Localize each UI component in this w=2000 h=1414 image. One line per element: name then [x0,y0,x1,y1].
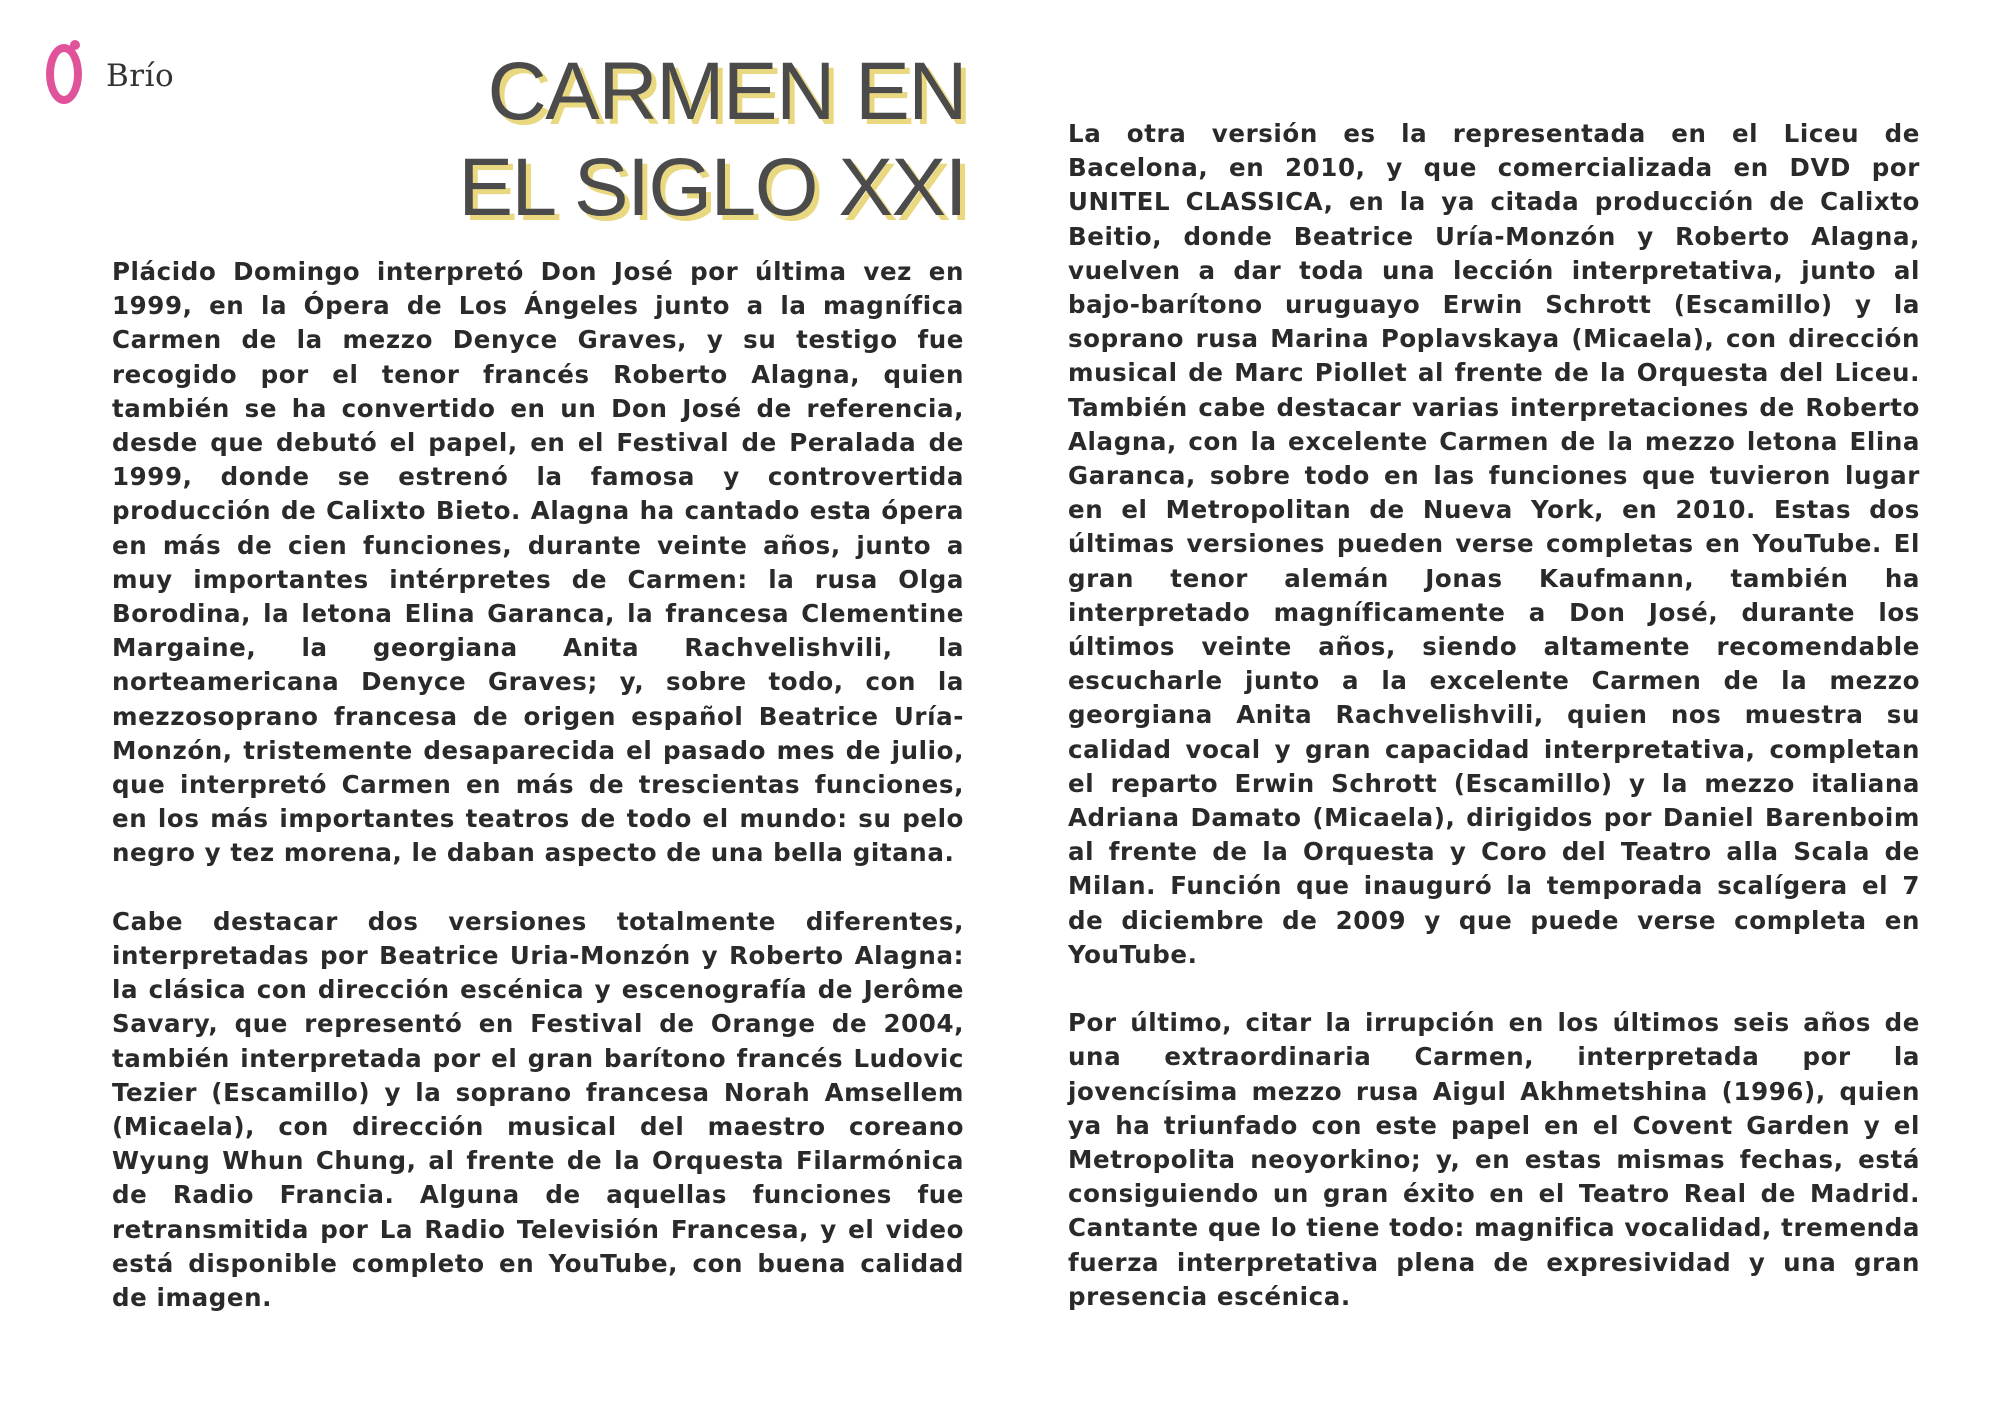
title-line-1: CARMEN EN [487,46,966,137]
brio-logo [44,38,194,118]
title-line-2: EL SIGLO XXI [458,142,966,233]
logo-text: Brío [106,58,175,94]
right-column [1068,117,1920,1348]
logo-o-mark [46,44,82,104]
logo-dot [70,40,80,50]
article-title [458,44,966,236]
paragraph: Plácido Domingo interpretó Don José por última vez en 1999, en la Ópera de Los Ángeles junto a la magnífica Carmen de la mezzo Denyce Graves, y su testigo fue recogido por el tenor francés Roberto Alagna, quien también se ha convertido en un Don José de referencia, desde que debutó el papel, en el Festival de Peralada de 1999, donde se estrenó la famosa y controvertida producción de Calixto Bieto. Alagna ha cantado esta ópera en más de cien funciones, durante veinte años, junto a muy importantes intérpretes de Carmen: la rusa Olga Borodina, la letona Elina Garanca, la francesa Clementine Margaine, la georgiana Anita Rachvelishvili, la norteamericana Denyce Graves; y, sobre todo, con la mezzosoprano francesa de origen español Beatrice Uría-Monzón, tristemente desaparecida el pasado mes de julio, que interpretó Carmen en más de trescientas funciones, en los más importantes teatros de todo el mundo: su pelo negro y tez morena, le daban aspecto de una bella gitana. [112,257,964,868]
paragraph: Por último, citar la irrupción en los últimos seis años de una extraordinaria Carmen, interpretada por la jovencísima mezzo rusa Aigul Akhmetshina (1996), quien ya ha triunfado con este papel en el Covent Garden y el Metropolita neoyorkino; y, en estas mismas fechas, está consiguiendo un gran éxito en el Teatro Real de Madrid. Cantante que lo tiene todo: magnifica vocalidad, tremenda fuerza interpretativa plena de expresividad y una gran presencia escénica. [1068,1008,1920,1311]
paragraph: Cabe destacar dos versiones totalmente diferentes, interpretadas por Beatrice Uria-Monzón y Roberto Alagna: la clásica con dirección escénica y escenografía de Jerôme Savary, que representó en Festival de Orange de 2004, también interpretada por el gran barítono francés Ludovic Tezier (Escamillo) y la soprano francesa Norah Amsellem (Micaela), con dirección musical del maestro coreano Wyung Whun Chung, al frente de la Orquesta Filarmónica de Radio Francia. Alguna de aquellas funciones fue retransmitida por La Radio Televisión Francesa, y el video está disponible completo en YouTube, con buena calidad de imagen. [112,906,964,1313]
left-column [112,255,964,1349]
paragraph: La otra versión es la representada en el Liceu de Bacelona, en 2010, y que comercializada en DVD por UNITEL CLASSICA, en la ya citada producción de Calixto Beitio, donde Beatrice Uría-Monzón y Roberto Alagna, vuelven a dar toda una lección interpretativa, junto al bajo-barítono uruguayo Erwin Schrott (Escamillo) y la soprano rusa Marina Poplavskaya (Micaela), con dirección musical de Marc Piollet al frente de la Orquesta del Liceu. También cabe destacar varias interpretaciones de Roberto Alagna, con la excelente Carmen de la mezzo letona Elina Garanca, sobre todo en las funciones que tuvieron lugar en el Metropolitan de Nueva York, en 2010. Estas dos últimas versiones pueden verse completas en YouTube. El gran tenor alemán Jonas Kaufmann, también ha interpretado magníficamente a Don José, durante los últimos veinte años, siendo altamente recomendable escucharle junto a la excelente Carmen de la mezzo georgiana Anita Rachvelishvili, quien nos muestra su calidad vocal y gran capacidad interpretativa, completan el reparto Erwin Schrott (Escamillo) y la mezzo italiana Adriana Damato (Micaela), dirigidos por Daniel Barenboim al frente de la Orquesta y Coro del Teatro alla Scala de Milan. Función que inauguró la temporada scalígera el 7 de diciembre de 2009 y que puede verse completa en YouTube. [1068,119,1920,969]
